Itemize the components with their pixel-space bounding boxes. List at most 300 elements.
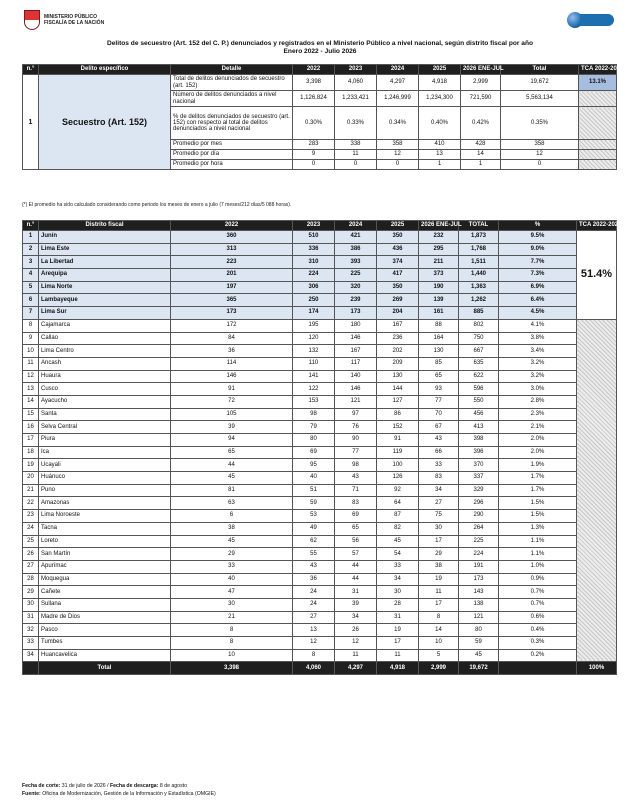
- district-share: 3.8%: [499, 332, 577, 345]
- district-number: 18: [23, 446, 39, 459]
- year-value: 47: [171, 586, 293, 599]
- year-value: 172: [171, 319, 293, 332]
- year-value: 164: [419, 332, 459, 345]
- year-value: 10: [171, 649, 293, 662]
- table-row: [23, 598, 617, 611]
- district-name: Junín: [39, 231, 171, 244]
- total-share-spacer: [499, 662, 577, 675]
- year-value: 153: [293, 395, 335, 408]
- year-value: 202: [377, 345, 419, 358]
- district-name: Puno: [39, 484, 171, 497]
- district-name: Lima Noroeste: [39, 510, 171, 523]
- year-value: 269: [377, 294, 419, 307]
- total-value: 0.35%: [501, 107, 579, 140]
- year-value: 167: [377, 319, 419, 332]
- year-value: 29: [171, 548, 293, 561]
- year-value: 360: [171, 231, 293, 244]
- table-row: [23, 345, 617, 358]
- summary-table: [22, 64, 624, 170]
- district-col-header: TOTAL: [459, 221, 499, 231]
- year-value: 43: [419, 434, 459, 447]
- year-value: 14: [419, 624, 459, 637]
- detalle-cell: % de delitos denunciados de secuestro (art. 152) con respecto al total de delitos denunciados a nivel nacional: [171, 107, 293, 140]
- district-number: 25: [23, 535, 39, 548]
- district-name: Ica: [39, 446, 171, 459]
- district-share: 3.2%: [499, 357, 577, 370]
- year-value: 204: [377, 307, 419, 320]
- year-value: 3,398: [293, 75, 335, 91]
- district-number: 24: [23, 522, 39, 535]
- table-row: [23, 269, 617, 282]
- year-value: 6: [171, 510, 293, 523]
- district-share: 0.2%: [499, 649, 577, 662]
- district-number: 6: [23, 294, 39, 307]
- district-name: Piura: [39, 434, 171, 447]
- year-value: 17: [419, 598, 459, 611]
- year-value: 44: [171, 459, 293, 472]
- district-share: 0.3%: [499, 637, 577, 650]
- district-total: 121: [459, 611, 499, 624]
- year-value: 417: [377, 269, 419, 282]
- district-total: 413: [459, 421, 499, 434]
- year-value: 0.33%: [335, 107, 377, 140]
- district-total: 370: [459, 459, 499, 472]
- district-share: 3.4%: [499, 345, 577, 358]
- year-value: 0.42%: [461, 107, 501, 140]
- year-value: 236: [377, 332, 419, 345]
- year-value: 386: [335, 243, 377, 256]
- year-value: 239: [335, 294, 377, 307]
- year-value: 36: [293, 573, 335, 586]
- district-number: 31: [23, 611, 39, 624]
- year-value: 34: [335, 611, 377, 624]
- year-value: 86: [377, 408, 419, 421]
- district-share: 0.9%: [499, 573, 577, 586]
- district-number: 19: [23, 459, 39, 472]
- district-number: 3: [23, 256, 39, 269]
- district-name: Lima Norte: [39, 281, 171, 294]
- tca-empty: [579, 150, 617, 160]
- table-row: [23, 319, 617, 332]
- year-value: 224: [293, 269, 335, 282]
- year-value: 130: [377, 370, 419, 383]
- year-value: 13: [419, 150, 461, 160]
- district-total: 1,440: [459, 269, 499, 282]
- district-total: 635: [459, 357, 499, 370]
- year-value: 144: [377, 383, 419, 396]
- year-value: 98: [293, 408, 335, 421]
- year-value: 39: [335, 598, 377, 611]
- year-value: 65: [171, 446, 293, 459]
- average-note: (*) El promedio ha sido calculado considerando como periodo los meses de enero a julio (7 meses/212 días/5 088 horas).: [22, 202, 292, 208]
- year-value: 161: [419, 307, 459, 320]
- table-row: [23, 434, 617, 447]
- summary-col-header: Detalle: [171, 65, 293, 75]
- district-total: 329: [459, 484, 499, 497]
- year-value: 82: [377, 522, 419, 535]
- year-value: 69: [335, 510, 377, 523]
- year-value: 83: [419, 472, 459, 485]
- table-row: [23, 624, 617, 637]
- district-name: Santa: [39, 408, 171, 421]
- year-value: 0.34%: [377, 107, 419, 140]
- year-value: 11: [335, 150, 377, 160]
- table-row: [23, 573, 617, 586]
- crest-icon: [24, 10, 40, 30]
- year-value: 45: [171, 535, 293, 548]
- table-row: [23, 560, 617, 573]
- year-value: 77: [419, 395, 459, 408]
- year-value: 1,234,300: [419, 91, 461, 107]
- district-name: Tumbes: [39, 637, 171, 650]
- summary-col-header: 2024: [377, 65, 419, 75]
- year-value: 9: [293, 150, 335, 160]
- grand-total: 19,672: [459, 662, 499, 675]
- district-number: 1: [23, 231, 39, 244]
- year-value: 17: [377, 637, 419, 650]
- table-row: [23, 637, 617, 650]
- year-value: 24: [293, 586, 335, 599]
- year-value: 209: [377, 357, 419, 370]
- district-number: 23: [23, 510, 39, 523]
- year-value: 38: [171, 522, 293, 535]
- year-value: 83: [335, 497, 377, 510]
- summary-col-header: TCA 2022-2025: [579, 65, 617, 75]
- year-value: 201: [171, 269, 293, 282]
- year-value: 64: [377, 497, 419, 510]
- year-value: 436: [377, 243, 419, 256]
- top-share: 51.4%: [577, 231, 617, 320]
- district-total: 802: [459, 319, 499, 332]
- year-value: 97: [335, 408, 377, 421]
- year-value: 81: [171, 484, 293, 497]
- district-total: 290: [459, 510, 499, 523]
- year-value: 19: [419, 573, 459, 586]
- district-share: 1.1%: [499, 548, 577, 561]
- district-share: 3.0%: [499, 383, 577, 396]
- logo-bar: [580, 14, 614, 26]
- district-name: Lima Centro: [39, 345, 171, 358]
- year-value: 33: [377, 560, 419, 573]
- ministerio-logo: [24, 10, 104, 30]
- year-value: 98: [335, 459, 377, 472]
- year-value: 24: [293, 598, 335, 611]
- year-value: 70: [419, 408, 459, 421]
- detalle-cell: Promedio por mes: [171, 140, 293, 150]
- district-number: 15: [23, 408, 39, 421]
- table-row: [23, 231, 617, 244]
- year-value: 44: [335, 560, 377, 573]
- year-value: 76: [335, 421, 377, 434]
- year-value: 17: [419, 535, 459, 548]
- year-value: 110: [293, 357, 335, 370]
- year-value: 283: [293, 140, 335, 150]
- year-value: 49: [293, 522, 335, 535]
- year-value: 146: [171, 370, 293, 383]
- omgie-logo: [567, 12, 614, 28]
- year-value: 11: [419, 586, 459, 599]
- year-value: 53: [293, 510, 335, 523]
- title-line: Delitos de secuestro (Art. 152 del C. P.) denunciados y registrados en el Ministerio Público a nivel nacional, según distrito fiscal por año: [106, 40, 533, 47]
- year-value: 232: [419, 231, 459, 244]
- district-total: 138: [459, 598, 499, 611]
- summary-row: [23, 75, 617, 91]
- district-col-header: %: [499, 221, 577, 231]
- summary-header-row: [23, 65, 617, 75]
- table-row: [23, 472, 617, 485]
- year-value: 223: [171, 256, 293, 269]
- year-value: 65: [419, 370, 459, 383]
- district-share: 1.9%: [499, 459, 577, 472]
- district-name: Ucayali: [39, 459, 171, 472]
- year-value: 190: [419, 281, 459, 294]
- year-value: 211: [419, 256, 459, 269]
- district-name: Lima Sur: [39, 307, 171, 320]
- year-value: 33: [171, 560, 293, 573]
- year-value: 30: [419, 522, 459, 535]
- year-value: 27: [293, 611, 335, 624]
- footer: [22, 782, 216, 798]
- year-value: 85: [419, 357, 459, 370]
- year-value: 87: [377, 510, 419, 523]
- page-header: [0, 0, 640, 38]
- year-value: 1,246,999: [377, 91, 419, 107]
- table-row: [23, 281, 617, 294]
- year-value: 338: [335, 140, 377, 150]
- district-number: 30: [23, 598, 39, 611]
- year-value: 43: [293, 560, 335, 573]
- district-number: 28: [23, 573, 39, 586]
- district-name: Ancash: [39, 357, 171, 370]
- district-name: San Martín: [39, 548, 171, 561]
- year-value: 72: [171, 395, 293, 408]
- district-total: 337: [459, 472, 499, 485]
- district-total: 550: [459, 395, 499, 408]
- total-year-value: 3,398: [171, 662, 293, 675]
- year-value: 0.40%: [419, 107, 461, 140]
- year-value: 30: [171, 598, 293, 611]
- district-total: 1,363: [459, 281, 499, 294]
- district-number: 16: [23, 421, 39, 434]
- year-value: 8: [171, 624, 293, 637]
- year-value: 12: [293, 637, 335, 650]
- district-number: 32: [23, 624, 39, 637]
- year-value: 173: [171, 307, 293, 320]
- district-total: 191: [459, 560, 499, 573]
- year-value: 250: [293, 294, 335, 307]
- year-value: 173: [335, 307, 377, 320]
- district-col-header: 2024: [335, 221, 377, 231]
- year-value: 39: [171, 421, 293, 434]
- corte-label: Fecha de corte:: [22, 783, 61, 789]
- district-number: 5: [23, 281, 39, 294]
- tca-empty: [579, 107, 617, 140]
- year-value: 167: [335, 345, 377, 358]
- year-value: 0.30%: [293, 107, 335, 140]
- year-value: 31: [335, 586, 377, 599]
- table-row: [23, 383, 617, 396]
- district-share: 1.7%: [499, 472, 577, 485]
- year-value: 0: [293, 160, 335, 170]
- district-total: 264: [459, 522, 499, 535]
- district-total: 885: [459, 307, 499, 320]
- total-year-value: 4,060: [293, 662, 335, 675]
- district-name: Cajamarca: [39, 319, 171, 332]
- table-row: [23, 408, 617, 421]
- table-row: [23, 548, 617, 561]
- district-share: 2.8%: [499, 395, 577, 408]
- table-row: [23, 332, 617, 345]
- year-value: 95: [293, 459, 335, 472]
- table-row: [23, 370, 617, 383]
- year-value: 92: [377, 484, 419, 497]
- share-empty: [577, 319, 617, 662]
- year-value: 1,126,824: [293, 91, 335, 107]
- district-name: Madre de Dios: [39, 611, 171, 624]
- year-value: 5: [419, 649, 459, 662]
- year-value: 77: [335, 446, 377, 459]
- year-value: 365: [171, 294, 293, 307]
- year-value: 195: [293, 319, 335, 332]
- tca-value: 13.1%: [579, 75, 617, 91]
- year-value: 63: [171, 497, 293, 510]
- year-value: 26: [335, 624, 377, 637]
- year-value: 40: [171, 573, 293, 586]
- year-value: 350: [377, 281, 419, 294]
- district-share: 1.7%: [499, 484, 577, 497]
- district-number: 10: [23, 345, 39, 358]
- district-col-header: TCA 2022-2025: [577, 221, 617, 231]
- district-number: 7: [23, 307, 39, 320]
- district-share: 1.1%: [499, 535, 577, 548]
- district-share: 2.0%: [499, 446, 577, 459]
- year-value: 36: [171, 345, 293, 358]
- year-value: 350: [377, 231, 419, 244]
- year-value: 12: [335, 637, 377, 650]
- summary-col-header: 2025: [419, 65, 461, 75]
- year-value: 88: [419, 319, 459, 332]
- year-value: 11: [335, 649, 377, 662]
- district-total: 622: [459, 370, 499, 383]
- year-value: 127: [377, 395, 419, 408]
- year-value: 295: [419, 243, 459, 256]
- total-year-value: 4,297: [335, 662, 377, 675]
- year-value: 45: [377, 535, 419, 548]
- year-value: 13: [293, 624, 335, 637]
- district-number: 26: [23, 548, 39, 561]
- year-value: 34: [377, 573, 419, 586]
- year-value: 8: [419, 611, 459, 624]
- year-value: 141: [293, 370, 335, 383]
- row-number: 1: [23, 75, 39, 170]
- year-value: 4,918: [419, 75, 461, 91]
- district-name: Selva Central: [39, 421, 171, 434]
- footer-dates: Fecha de corte: 31 de julio de 2026 / Fecha de descarga: 8 de agosto: [22, 783, 187, 789]
- year-value: 139: [419, 294, 459, 307]
- year-value: 140: [335, 370, 377, 383]
- total-value: 12: [501, 150, 579, 160]
- table-row: [23, 510, 617, 523]
- year-value: 374: [377, 256, 419, 269]
- year-value: 10: [419, 637, 459, 650]
- year-value: 8: [293, 649, 335, 662]
- district-name: Cusco: [39, 383, 171, 396]
- summary-col-header: Total: [501, 65, 579, 75]
- year-value: 174: [293, 307, 335, 320]
- district-total: 596: [459, 383, 499, 396]
- district-name: Lambayeque: [39, 294, 171, 307]
- year-value: 310: [293, 256, 335, 269]
- year-value: 30: [377, 586, 419, 599]
- year-value: 38: [419, 560, 459, 573]
- footer-source: [22, 790, 216, 798]
- district-number: 11: [23, 357, 39, 370]
- year-value: 8: [171, 637, 293, 650]
- district-name: Pasco: [39, 624, 171, 637]
- year-value: 122: [293, 383, 335, 396]
- year-value: 27: [419, 497, 459, 510]
- district-number: 13: [23, 383, 39, 396]
- district-total: 224: [459, 548, 499, 561]
- subtitle-line: Enero 2022 - Julio 2026: [283, 48, 357, 55]
- district-name: Sullana: [39, 598, 171, 611]
- year-value: 69: [293, 446, 335, 459]
- district-total: 296: [459, 497, 499, 510]
- detalle-cell: Promedio por hora: [171, 160, 293, 170]
- year-value: 54: [377, 548, 419, 561]
- table-row: [23, 649, 617, 662]
- district-share: 4.1%: [499, 319, 577, 332]
- table-row: [23, 395, 617, 408]
- district-share: 7.7%: [499, 256, 577, 269]
- district-share: 1.0%: [499, 560, 577, 573]
- district-total: 750: [459, 332, 499, 345]
- year-value: 28: [377, 598, 419, 611]
- district-number: 2: [23, 243, 39, 256]
- year-value: 91: [171, 383, 293, 396]
- year-value: 510: [293, 231, 335, 244]
- corte-date: 31 de julio de 2026: [61, 783, 106, 789]
- summary-col-header: 2022: [293, 65, 335, 75]
- district-name: Huánuco: [39, 472, 171, 485]
- total-spacer: [23, 662, 39, 675]
- district-name: Huancavelica: [39, 649, 171, 662]
- total-value: 19,672: [501, 75, 579, 91]
- district-name: Amazonas: [39, 497, 171, 510]
- district-share: 0.6%: [499, 611, 577, 624]
- district-col-header: 2025: [377, 221, 419, 231]
- district-name: Tacna: [39, 522, 171, 535]
- table-row: [23, 357, 617, 370]
- table-row: [23, 459, 617, 472]
- district-number: 12: [23, 370, 39, 383]
- year-value: 4,297: [377, 75, 419, 91]
- district-total: 1,511: [459, 256, 499, 269]
- year-value: 94: [171, 434, 293, 447]
- year-value: 29: [419, 548, 459, 561]
- year-value: 80: [293, 434, 335, 447]
- summary-col-header: n.°: [23, 65, 39, 75]
- year-value: 59: [293, 497, 335, 510]
- district-name: La Libertad: [39, 256, 171, 269]
- district-number: 29: [23, 586, 39, 599]
- district-col-header: 2023: [293, 221, 335, 231]
- org-subname: FISCALÍA DE LA NACIÓN: [44, 20, 105, 26]
- table-row: [23, 307, 617, 320]
- year-value: 197: [171, 281, 293, 294]
- table-row: [23, 535, 617, 548]
- year-value: 57: [335, 548, 377, 561]
